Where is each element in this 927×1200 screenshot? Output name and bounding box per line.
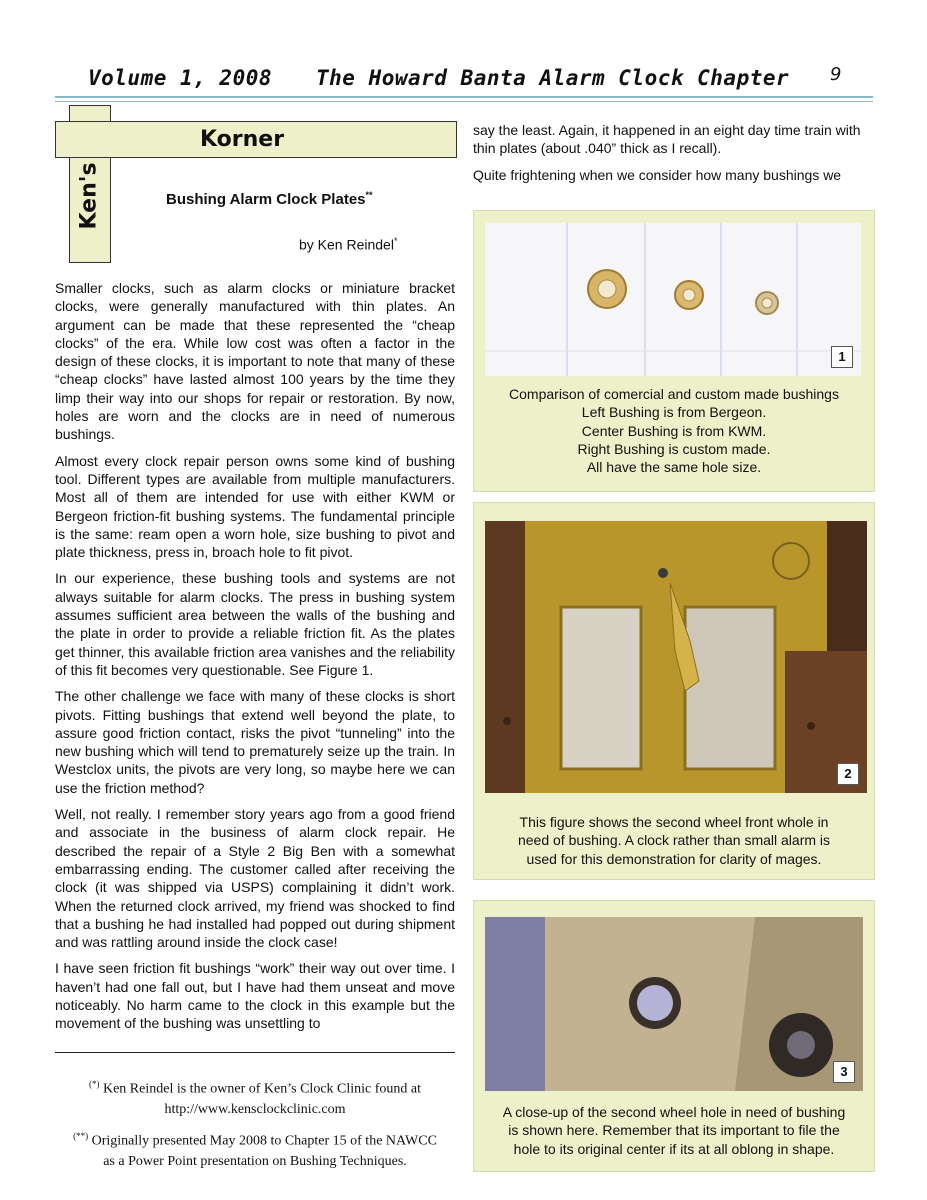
header-rule xyxy=(55,96,873,98)
volume-label: Volume 1, 2008 xyxy=(88,66,273,90)
korner-title: Korner xyxy=(200,127,285,152)
paragraph: Quite frightening when we consider how many bushings we xyxy=(473,166,842,183)
figure-2-photo xyxy=(485,521,867,793)
figure-2-caption: This figure shows the second wheel front whole in need of bushing. A clock rather than small alarm is used for this demonstration for clarity of mages. xyxy=(517,814,831,867)
paragraph: I have seen friction fit bushings “work” their way out over time. I haven’t had one fall out, but I have had them unseat and move noticeably. No harm came to the clock in this example but the movement of the bushing was unsettling to xyxy=(55,960,455,1032)
figure-1 xyxy=(473,210,875,492)
chapter-title: The Howard Banta Alarm Clock Chapter xyxy=(316,66,790,90)
figure-3-caption: A close-up of the second wheel hole in need of bushing is shown here. Remember that its important to file the hole to its original center if its at all oblong in shape. xyxy=(502,1104,846,1157)
wheel-hole-closeup-image xyxy=(485,917,863,1091)
clock-plate-photo-image xyxy=(485,521,867,793)
figure-2 xyxy=(473,502,875,880)
figure-number-badge: 1 xyxy=(831,346,853,368)
article-byline: by Ken Reindel* xyxy=(299,236,398,253)
footnote-rule xyxy=(55,1052,455,1053)
paragraph: Well, not really. I remember story years ago from a good friend and associate in the business of alarm clock repair. He described the repair of a Style 2 Big Ben with a somewhat embarrassing ending. The customer called after receiving the clock (it was shipped via USPS) complaining it didn’t work. When the returned clock arrived, my friend was shocked to find that a bushing he had installed had popped out during shipment and was rattling around inside the clock case! xyxy=(55,806,455,951)
footnote-origin: (**) Originally presented May 2008 to Chapter 15 of the NAWCC as a Power Point presentation on Bushing Techniques. xyxy=(73,1131,437,1169)
page-number: 9 xyxy=(830,64,842,85)
article-title: Bushing Alarm Clock Plates** xyxy=(166,190,373,208)
header-rule-thin xyxy=(55,101,873,102)
footnote-author: (*) Ken Reindel is the owner of Ken’s Clock Clinic found at http://www.kensclockclinic.com xyxy=(55,1074,455,1120)
paragraph: In our experience, these bushing tools and systems are not always suitable for alarm clocks. The press in bushing system assumes sufficient area between the walls of the bushing and the plate in order to provide a reliable friction fit. As the plates get thinner, this available friction area vanishes and the reliability of this fit becomes very questionable. See Figure 1. xyxy=(55,570,455,678)
paragraph: say the least. Again, it happened in an eight day time train with thin plates (about .040” thick as I recall). xyxy=(473,122,861,157)
paragraph: Smaller clocks, such as alarm clocks or miniature bracket clocks, were generally manufactured with thin plates. An argument can be made that these represented the “cheap clocks” of the era. While low cost was often a factor in the design of these clocks, it is important to note that many of these “cheap clocks” have lasted almost 100 years by the time they limp their way into our shops for repair or restoration. By now, holes are worn and the clocks are in need of numerous bushings. xyxy=(55,280,455,443)
figure-3 xyxy=(473,900,875,1172)
article-continued xyxy=(473,121,873,192)
bushings-photo-image xyxy=(485,223,861,376)
figure-1-caption: Comparison of comercial and custom made bushings Left Bushing is from Bergeon. Center Bushing is from KWM. Right Bushing is custom made. All have the same hole size. xyxy=(509,386,839,476)
korner-side-label: Ken's xyxy=(76,162,102,230)
article-body xyxy=(55,279,455,1041)
footnote-url: http://www.kensclockclinic.com xyxy=(164,1101,346,1117)
paragraph: The other challenge we face with many of these clocks is short pivots. Fitting bushings that extend well beyond the plate, to assure good friction contact, risks the pivot “tunneling” into the new bushing which will tend to prematurely seize up the train. In Westclox units, the pivots are very long, so maybe here we can use the friction method? xyxy=(55,688,455,796)
figure-3-photo xyxy=(485,917,863,1091)
paragraph: Almost every clock repair person owns some kind of bushing tool. Different types are available from multiple manufacturers. Most all of them are intended for use with either KWM or Bergeon friction-fit bushing systems. The fundamental principle is the same: ream open a worn hole, size bushing to pivot and plate thickness, press in, broach hole to fit pivot. xyxy=(55,452,455,561)
figure-1-photo xyxy=(485,223,861,376)
figure-number-badge: 2 xyxy=(837,763,859,785)
figure-number-badge: 3 xyxy=(833,1061,855,1083)
